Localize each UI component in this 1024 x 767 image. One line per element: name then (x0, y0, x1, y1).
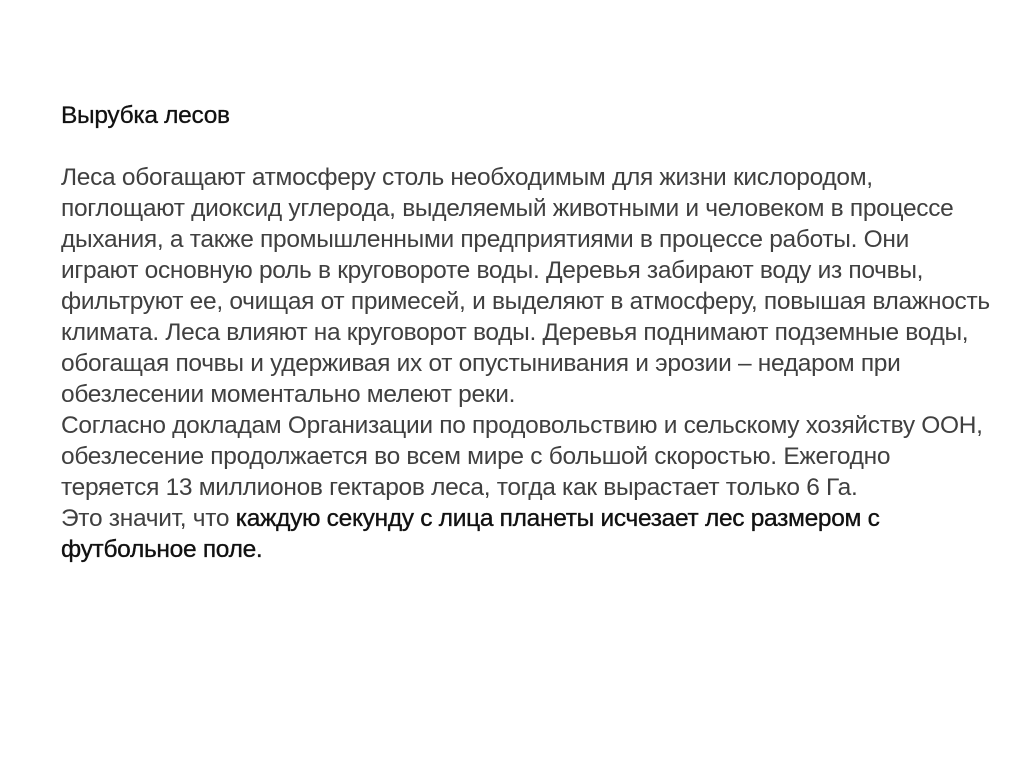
paragraph-fao-report: Согласно докладам Организации по продовольствию и сельскому хозяйству ООН, обезлесение продолжается во всем мире с большой скоростью. Ежегодно теряется 13 миллионов гектаров леса, тогда как вырастает только 6 Га. (61, 412, 983, 501)
slide-title: Вырубка лесов (61, 102, 230, 129)
conclusion-emphasis-text: каждую секунду с лица планеты исчезает лес размером с футбольное поле. (61, 505, 880, 563)
slide-content (61, 100, 991, 565)
conclusion-lead-text: Это значит, что (61, 505, 236, 532)
paragraph-forest-functions: Леса обогащают атмосферу столь необходимым для жизни кислородом, поглощают диоксид углерода, выделяемый животными и человеком в процессе дыхания, а также промышленными предприятиями в процессе работы. Они играют основную роль в круговороте воды. Деревья забирают воду из почвы, фильтруют ее, очищая от примесей, и выделяют в атмосферу, повышая влажность климата. Леса влияют на круговорот воды. Деревья поднимают подземные воды, обогащая почвы и удерживая их от опустынивания и эрозии – недаром при обезлесении моментально мелеют реки. (61, 164, 990, 408)
paragraph-conclusion (61, 503, 991, 565)
